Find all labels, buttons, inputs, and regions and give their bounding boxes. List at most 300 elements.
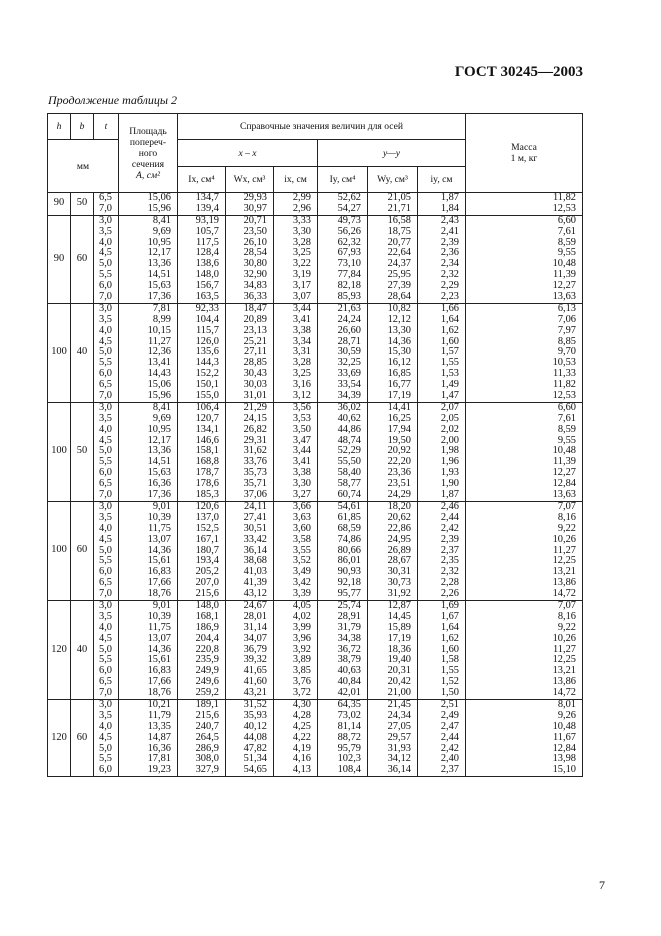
wy-values: [368, 193, 418, 216]
wx-values: [226, 501, 274, 600]
cell-value: 104,4: [195, 313, 219, 325]
cell-value: 4,22: [292, 731, 311, 743]
cell-value: 3,25: [292, 368, 311, 380]
cell-value: 134,1: [195, 423, 219, 435]
area-header-line: сечения: [131, 158, 165, 170]
document-code: ГОСТ 30245—2003: [454, 64, 583, 80]
cell-value: 4,5: [99, 533, 112, 545]
cell-value: 3,34: [292, 335, 311, 347]
cell-value: 1,93: [440, 467, 459, 479]
cell-value: 3,89: [292, 654, 311, 666]
cell-value: 4,5: [99, 632, 112, 644]
cell-value: 16,25: [387, 412, 411, 424]
iy-moment-values: [318, 699, 368, 776]
cell-value: 11,27: [553, 544, 576, 556]
iy-radius-values: [418, 699, 466, 776]
cell-value: 308,0: [195, 753, 219, 765]
table-row: [48, 402, 583, 501]
cell-value: 3,49: [292, 566, 311, 578]
cell-value: 3,5: [99, 709, 112, 721]
cell-value: 3,96: [292, 632, 311, 644]
cell-value: 5,0: [99, 346, 112, 358]
cell-value: 10,15: [147, 324, 171, 336]
cell-value: 3,38: [292, 324, 311, 336]
cell-value: 44,86: [337, 423, 361, 435]
wy-values: [368, 303, 418, 402]
cell-value: 24,37: [387, 258, 411, 270]
cell-value: 28,54: [243, 247, 267, 259]
cell-value: 11,39: [553, 269, 576, 281]
cell-value: 34,39: [337, 390, 361, 402]
cell-value: 48,74: [337, 434, 361, 446]
mass-values: [466, 215, 583, 303]
cell-value: 28,85: [243, 357, 267, 369]
cell-value: 22,20: [387, 456, 411, 468]
cell-value: 126,0: [195, 335, 219, 347]
cell-value: 30,80: [243, 258, 267, 270]
cell-value: 1,69: [440, 599, 459, 611]
cell-value: 2,37: [440, 544, 459, 556]
wy-values: [368, 600, 418, 699]
cell-value: 7,07: [557, 599, 576, 611]
cell-value: 180,7: [195, 544, 219, 556]
cell-value: 28,64: [387, 291, 411, 303]
cell-value: 12,53: [552, 202, 576, 214]
col-area-header: [119, 114, 178, 193]
cell-value: 3,52: [292, 555, 311, 567]
cell-value: 5,5: [99, 555, 112, 567]
col-t-header: t: [94, 114, 119, 140]
cell-value: 3,99: [292, 621, 311, 633]
col-ix-moment-header: Ix, см⁴: [178, 167, 226, 193]
cell-value: 85,93: [337, 291, 361, 303]
wy-values: [368, 699, 418, 776]
cell-value: 58,40: [337, 467, 361, 479]
cell-value: 6,13: [557, 302, 576, 314]
cell-value: 22,64: [387, 247, 411, 259]
cell-value: 11,33: [553, 368, 576, 380]
cell-value: 43,12: [243, 588, 267, 600]
area-values: [119, 215, 178, 303]
cell-value: 2,29: [440, 280, 459, 292]
cell-value: 13,35: [147, 720, 171, 732]
cell-value: 8,59: [557, 236, 576, 248]
cell-value: 27,41: [243, 511, 267, 523]
col-iy-radius-header: iy, см: [418, 167, 466, 193]
cell-value: 3,63: [292, 511, 311, 523]
cell-value: 44,08: [243, 731, 267, 743]
cell-value: 20,62: [387, 511, 411, 523]
cell-value: 13,21: [552, 665, 576, 677]
cell-value: 68,59: [337, 522, 361, 534]
cell-value: 128,4: [195, 247, 219, 259]
wx-values: [226, 215, 274, 303]
cell-value: 13,63: [552, 291, 576, 303]
cell-value: 13,86: [552, 676, 576, 688]
cell-value: 49,73: [337, 214, 361, 226]
area-header-line: A, см²: [136, 169, 160, 181]
cell-value: 3,5: [99, 412, 112, 424]
cell-value: 1,98: [440, 445, 459, 457]
cell-value: 30,73: [387, 577, 411, 589]
cell-value: 18,47: [243, 302, 267, 314]
cell-value: 15,63: [147, 280, 171, 292]
cell-value: 137,0: [195, 511, 219, 523]
cell-value: 38,79: [337, 654, 361, 666]
cell-value: 3,58: [292, 533, 311, 545]
cell-value: 8,99: [152, 313, 171, 325]
cell-value: 18,75: [387, 225, 411, 237]
cell-value: 3,28: [292, 357, 311, 369]
cell-value: 2,49: [440, 709, 459, 721]
cell-value: 9,01: [152, 599, 171, 611]
ref-values-header: Справочные значения величин для осей: [178, 114, 466, 140]
cell-value: 26,82: [243, 423, 267, 435]
dimension-b: 40: [71, 600, 94, 699]
dimension-h: 100: [48, 402, 71, 501]
cell-value: 5,0: [99, 742, 112, 754]
cell-value: 105,7: [195, 225, 219, 237]
cell-value: 4,25: [292, 720, 311, 732]
mass-values: [466, 402, 583, 501]
cell-value: 17,19: [387, 632, 411, 644]
cell-value: 102,3: [337, 753, 361, 765]
cell-value: 327,9: [195, 764, 219, 776]
cell-value: 9,55: [557, 247, 576, 259]
cell-value: 80,66: [337, 544, 361, 556]
table-row: [48, 215, 583, 303]
cell-value: 18,36: [387, 643, 411, 655]
cell-value: 56,26: [337, 225, 361, 237]
cell-value: 30,31: [387, 566, 411, 578]
cell-value: 148,0: [195, 269, 219, 281]
wy-values: [368, 215, 418, 303]
cell-value: 21,29: [243, 401, 267, 413]
cell-value: 6,0: [99, 368, 112, 380]
cell-value: 14,36: [147, 643, 171, 655]
cell-value: 27,39: [387, 280, 411, 292]
iy-radius-values: [418, 193, 466, 216]
cell-value: 47,82: [243, 742, 267, 754]
cell-value: 189,1: [195, 698, 219, 710]
t-values: [94, 402, 119, 501]
cell-value: 88,72: [337, 731, 361, 743]
cell-value: 73,02: [337, 709, 361, 721]
cell-value: 2,32: [440, 269, 459, 281]
cell-value: 15,30: [387, 346, 411, 358]
cell-value: 24,95: [387, 533, 411, 545]
cell-value: 8,16: [557, 511, 576, 523]
cell-value: 3,66: [292, 500, 311, 512]
iy-moment-values: [318, 600, 368, 699]
col-ix-radius-header: ix, см: [274, 167, 318, 193]
cell-value: 16,85: [387, 368, 411, 380]
cell-value: 3,41: [292, 456, 311, 468]
col-h-header: h: [48, 114, 71, 140]
cell-value: 2,23: [440, 291, 459, 303]
cell-value: 11,39: [553, 456, 576, 468]
cell-value: 1,84: [440, 202, 459, 214]
cell-value: 25,95: [387, 269, 411, 281]
cell-value: 22,86: [387, 522, 411, 534]
t-values: [94, 303, 119, 402]
cell-value: 19,50: [387, 434, 411, 446]
cell-value: 31,92: [387, 588, 411, 600]
cell-value: 7,0: [99, 202, 112, 214]
cell-value: 17,66: [147, 676, 171, 688]
cell-value: 25,74: [337, 599, 361, 611]
cell-value: 14,72: [552, 588, 576, 600]
cell-value: 2,36: [440, 247, 459, 259]
cell-value: 2,39: [440, 533, 459, 545]
cell-value: 7,0: [99, 489, 112, 501]
cell-value: 2,42: [440, 522, 459, 534]
cell-value: 73,10: [337, 258, 361, 270]
cell-value: 33,69: [337, 368, 361, 380]
cell-value: 54,65: [243, 764, 267, 776]
iy-moment-values: [318, 193, 368, 216]
cell-value: 167,1: [195, 533, 219, 545]
cell-value: 106,4: [195, 401, 219, 413]
cell-value: 3,38: [292, 467, 311, 479]
cell-value: 3,0: [99, 214, 112, 226]
cell-value: 2,00: [440, 434, 459, 446]
cell-value: 24,24: [337, 313, 361, 325]
cell-value: 1,50: [440, 687, 459, 699]
cell-value: 1,62: [440, 324, 459, 336]
col-b-header: b: [71, 114, 94, 140]
cell-value: 10,95: [147, 423, 171, 435]
cell-value: 7,0: [99, 390, 112, 402]
cell-value: 36,14: [387, 764, 411, 776]
ix-moment-values: [178, 600, 226, 699]
cell-value: 9,69: [152, 412, 171, 424]
cell-value: 4,0: [99, 720, 112, 732]
dimension-b: 60: [71, 501, 94, 600]
cell-value: 12,25: [552, 654, 576, 666]
cell-value: 2,26: [440, 588, 459, 600]
cell-value: 8,41: [152, 214, 171, 226]
cell-value: 14,72: [552, 687, 576, 699]
cell-value: 1,67: [440, 610, 459, 622]
cell-value: 35,73: [243, 467, 267, 479]
cell-value: 138,6: [195, 258, 219, 270]
cell-value: 18,20: [387, 500, 411, 512]
cell-value: 13,98: [552, 753, 576, 765]
cell-value: 6,0: [99, 566, 112, 578]
cell-value: 10,48: [552, 445, 576, 457]
cell-value: 17,66: [147, 577, 171, 589]
cell-value: 4,28: [292, 709, 311, 721]
table-continuation-label: Продолжение таблицы 2: [48, 93, 178, 107]
cell-value: 24,29: [387, 489, 411, 501]
cell-value: 135,6: [195, 346, 219, 358]
dimension-h: 100: [48, 501, 71, 600]
cell-value: 17,36: [147, 291, 171, 303]
cell-value: 6,5: [99, 379, 112, 391]
cell-value: 4,02: [292, 610, 311, 622]
cell-value: 139,4: [195, 202, 219, 214]
table-row: [48, 193, 583, 216]
area-values: [119, 193, 178, 216]
cell-value: 28,67: [387, 555, 411, 567]
cell-value: 1,52: [440, 676, 459, 688]
cell-value: 16,58: [387, 214, 411, 226]
cell-value: 117,5: [196, 236, 219, 248]
cell-value: 2,46: [440, 500, 459, 512]
cell-value: 1,62: [440, 632, 459, 644]
mass-values: [466, 193, 583, 216]
cell-value: 36,14: [243, 544, 267, 556]
cell-value: 10,26: [552, 533, 576, 545]
iy-radius-values: [418, 402, 466, 501]
cell-value: 3,30: [292, 225, 311, 237]
cell-value: 1,87: [440, 192, 459, 203]
cell-value: 2,34: [440, 258, 459, 270]
cell-value: 4,5: [99, 731, 112, 743]
cell-value: 92,18: [337, 577, 361, 589]
cell-value: 21,45: [387, 698, 411, 710]
cell-value: 2,47: [440, 720, 459, 732]
table-row: [48, 501, 583, 600]
cell-value: 186,9: [195, 621, 219, 633]
cell-value: 82,18: [337, 280, 361, 292]
cell-value: 2,96: [292, 202, 311, 214]
cell-value: 148,0: [195, 599, 219, 611]
area-header-line: попереч-: [129, 136, 167, 148]
cell-value: 32,90: [243, 269, 267, 281]
cell-value: 6,0: [99, 764, 112, 776]
cell-value: 3,44: [292, 302, 311, 314]
cell-value: 10,39: [147, 511, 171, 523]
area-header-line: ного: [138, 147, 158, 159]
cell-value: 11,82: [553, 192, 576, 203]
cell-value: 92,33: [195, 302, 219, 314]
cell-value: 4,0: [99, 522, 112, 534]
cell-value: 16,36: [147, 478, 171, 490]
cell-value: 27,11: [244, 346, 267, 358]
area-values: [119, 501, 178, 600]
cell-value: 20,71: [243, 214, 267, 226]
page-number: 7: [599, 878, 605, 892]
wx-values: [226, 600, 274, 699]
cell-value: 24,15: [243, 412, 267, 424]
cell-value: 115,7: [196, 324, 219, 336]
cell-value: 3,28: [292, 236, 311, 248]
cell-value: 10,26: [552, 632, 576, 644]
cell-value: 5,0: [99, 544, 112, 556]
wx-values: [226, 193, 274, 216]
cell-value: 3,5: [99, 225, 112, 237]
cell-value: 7,61: [557, 225, 576, 237]
cell-value: 10,48: [552, 258, 576, 270]
cell-value: 36,33: [243, 291, 267, 303]
cell-value: 146,6: [195, 434, 219, 446]
cell-value: 28,91: [337, 610, 361, 622]
iy-moment-values: [318, 303, 368, 402]
cell-value: 31,01: [243, 390, 267, 402]
col-mass-header: [466, 114, 583, 193]
cell-value: 178,6: [195, 478, 219, 490]
iy-moment-values: [318, 215, 368, 303]
cell-value: 2,28: [440, 577, 459, 589]
cell-value: 15,63: [147, 467, 171, 479]
cell-value: 20,31: [387, 665, 411, 677]
cell-value: 15,96: [147, 390, 171, 402]
cell-value: 30,03: [243, 379, 267, 391]
cell-value: 6,5: [99, 478, 112, 490]
cell-value: 18,76: [147, 687, 171, 699]
wx-values: [226, 699, 274, 776]
cell-value: 15,61: [147, 555, 171, 567]
ix-radius-values: [274, 303, 318, 402]
cell-value: 35,71: [243, 478, 267, 490]
cell-value: 34,83: [243, 280, 267, 292]
cell-value: 120,7: [195, 412, 219, 424]
cell-value: 1,55: [440, 357, 459, 369]
cell-value: 30,59: [337, 346, 361, 358]
cell-value: 31,14: [243, 621, 267, 633]
cell-value: 33,54: [337, 379, 361, 391]
cell-value: 41,39: [243, 577, 267, 589]
cell-value: 13,07: [147, 533, 171, 545]
cell-value: 43,21: [243, 687, 267, 699]
cell-value: 8,41: [152, 401, 171, 413]
mass-values: [466, 600, 583, 699]
cell-value: 10,95: [147, 236, 171, 248]
cell-value: 15,06: [147, 192, 171, 203]
cell-value: 2,05: [440, 412, 459, 424]
cell-value: 31,79: [337, 621, 361, 633]
cell-value: 14,51: [147, 269, 171, 281]
cell-value: 58,77: [337, 478, 361, 490]
cell-value: 1,66: [440, 302, 459, 314]
cell-value: 7,07: [557, 500, 576, 512]
cell-value: 1,58: [440, 654, 459, 666]
cell-value: 21,63: [337, 302, 361, 314]
iy-radius-values: [418, 303, 466, 402]
ix-radius-values: [274, 501, 318, 600]
cell-value: 28,01: [243, 610, 267, 622]
cell-value: 6,5: [99, 192, 112, 203]
ix-moment-values: [178, 501, 226, 600]
ix-moment-values: [178, 303, 226, 402]
cell-value: 8,16: [557, 610, 576, 622]
cell-value: 3,07: [292, 291, 311, 303]
cell-value: 12,84: [552, 742, 576, 754]
area-values: [119, 600, 178, 699]
cell-value: 13,63: [552, 489, 576, 501]
cell-value: 4,0: [99, 621, 112, 633]
cell-value: 39,32: [243, 654, 267, 666]
cell-value: 10,39: [147, 610, 171, 622]
cell-value: 3,53: [292, 412, 311, 424]
cell-value: 156,7: [195, 280, 219, 292]
cell-value: 13,86: [552, 577, 576, 589]
cell-value: 38,68: [243, 555, 267, 567]
t-values: [94, 215, 119, 303]
cell-value: 9,55: [557, 434, 576, 446]
cell-value: 1,64: [440, 313, 459, 325]
cell-value: 3,33: [292, 214, 311, 226]
cell-value: 7,0: [99, 291, 112, 303]
cell-value: 286,9: [195, 742, 219, 754]
cell-value: 21,05: [387, 192, 411, 203]
cell-value: 20,42: [387, 676, 411, 688]
cell-value: 14,45: [387, 610, 411, 622]
cell-value: 12,87: [387, 599, 411, 611]
cell-value: 24,34: [387, 709, 411, 721]
